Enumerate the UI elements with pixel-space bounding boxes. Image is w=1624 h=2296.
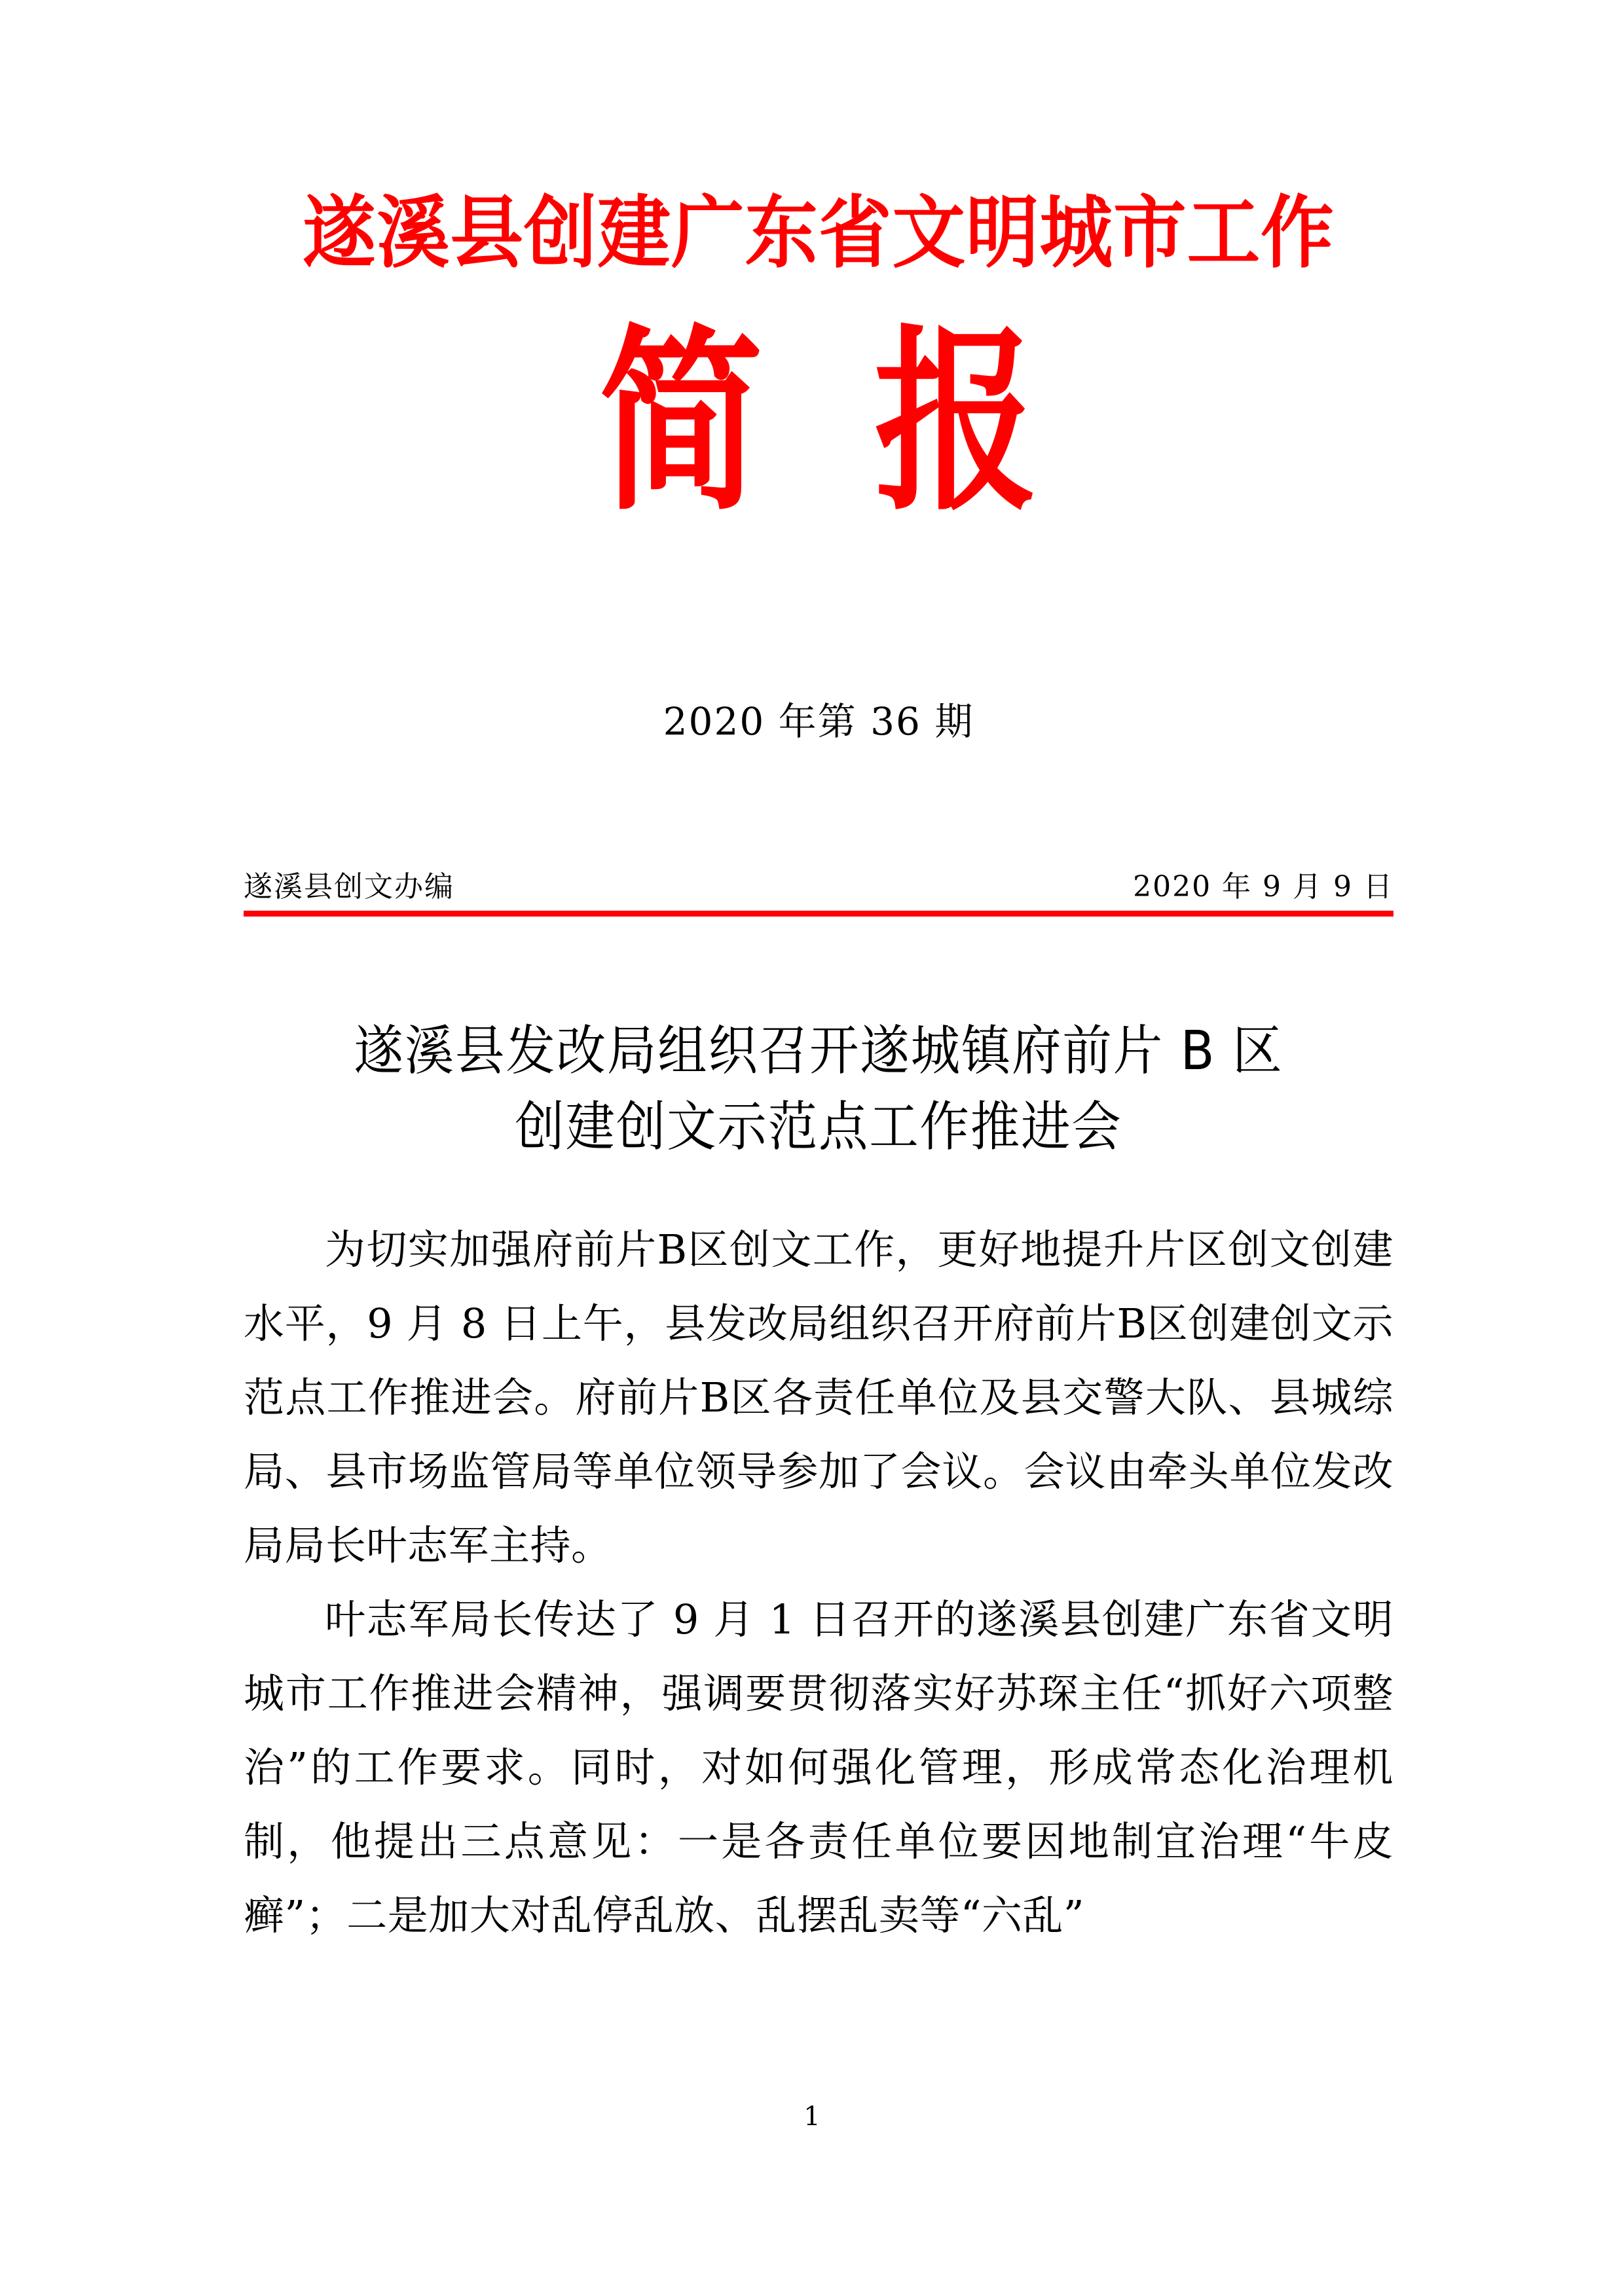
issue-number: 2020 年第 36 期: [663, 699, 974, 744]
masthead: [244, 188, 1393, 538]
publish-date: 2020 年 9 月 9 日: [1133, 870, 1393, 903]
editor-label: 遂溪县创文办编: [244, 870, 454, 903]
red-divider-rule: [244, 911, 1393, 917]
article-headline: [244, 1013, 1393, 1166]
article-paragraph: 叶志军局长传达了 9 月 1 日召开的遂溪县创建广东省文明城市工作推进会精神，强调要贯彻落实好苏琛主任“抓好六项整治”的工作要求。同时，对如何强化管理，形成常态化治理机制，他提出三点意见：一是各责任单位要因地制宜治理“牛皮癣”；二是加大对乱停乱放、乱摆乱卖等“六乱”: [244, 1595, 1393, 1939]
article-headline-line-1: 遂溪县发改局组织召开遂城镇府前片 B 区: [354, 1020, 1283, 1082]
meta-row: [244, 863, 1393, 905]
page-number: 1: [803, 2102, 821, 2132]
masthead-word-jianbao: 简报: [599, 308, 1149, 538]
article-paragraph: 为切实加强府前片B区创文工作，更好地提升片区创文创建水平，9 月 8 日上午，县发改局组织召开府前片B区创建创文示范点工作推进会。府前片B区各责任单位及县交警大队、县城综局、县市场监管局等单位领导参加了会议。会议由牵头单位发改局局长叶志军主持。: [244, 1226, 1393, 1569]
article-headline-line-2: 创建创文示范点工作推进会: [515, 1096, 1122, 1159]
article-body: [244, 1212, 1393, 1952]
masthead-title: 遂溪县创建广东省文明城市工作: [303, 188, 1335, 279]
